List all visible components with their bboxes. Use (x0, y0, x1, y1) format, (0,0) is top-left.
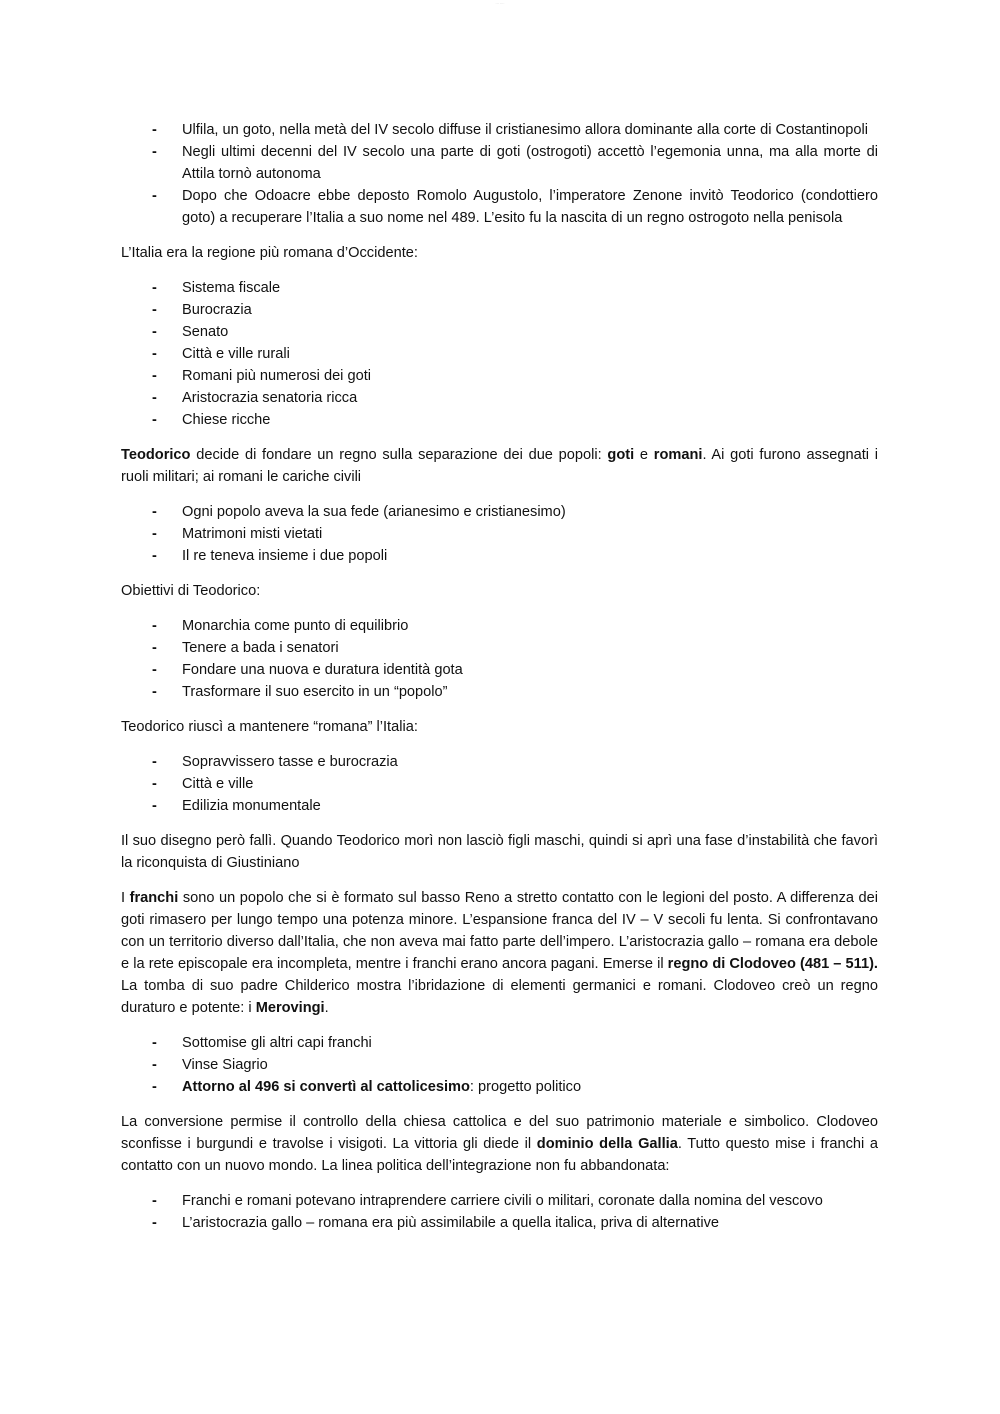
list-item: - Dopo che Odoacre ebbe deposto Romolo Augustolo, l’imperatore Zenone invitò Teodorico (condottiero goto) a recuperare l’Italia a suo nome nel 489. L’esito fu la nascita di un regno ostrogoto nella penisola (121, 185, 878, 229)
paragraph-teodorico-separazione: Teodorico decide di fondare un regno sulla separazione dei due popoli: goti e romani. Ai goti furono assegnati i ruoli militari; ai romani le cariche civili (121, 447, 879, 485)
bullet-list-italia (121, 277, 878, 431)
bullet-list-goti (121, 119, 878, 229)
bullet-dash: - (152, 1057, 157, 1073)
bullet-dash: - (152, 618, 157, 634)
bullet-dash: - (152, 526, 157, 542)
paragraph-italia: L’Italia era la regione più romana d’Occidente: (121, 245, 418, 261)
bullet-dash: - (152, 302, 157, 318)
list-item: - Monarchia come punto di equilibrio (121, 615, 878, 637)
document-body (121, 119, 878, 1247)
bullet-dash: - (152, 280, 157, 296)
bullet-list-sopravvivenze (121, 751, 878, 817)
list-item: - Romani più numerosi dei goti (121, 365, 878, 387)
bullet-dash: - (152, 504, 157, 520)
list-item: - Trasformare il suo esercito in un “popolo” (121, 681, 878, 703)
bullet-dash: - (152, 684, 157, 700)
bullet-dash: - (152, 662, 157, 678)
bullet-dash: - (152, 346, 157, 362)
bullet-dash: - (152, 1215, 157, 1231)
bullet-list-integrazione (121, 1190, 878, 1234)
list-item: - L’aristocrazia gallo – romana era più assimilabile a quella italica, priva di alternative (121, 1212, 878, 1234)
bullet-dash: - (152, 390, 157, 406)
list-item: - Edilizia monumentale (121, 795, 878, 817)
list-item: - Matrimoni misti vietati (121, 523, 878, 545)
bullet-dash: - (152, 122, 157, 138)
page-header-text: ... .... (495, 0, 505, 5)
bullet-dash: - (152, 1035, 157, 1051)
bullet-dash: - (152, 754, 157, 770)
paragraph-conversione: La conversione permise il controllo della chiesa cattolica e del suo patrimonio materiale e simbolico. Clodoveo sconfisse i burgundi e travolse i visigoti. La vittoria gli diede il dominio della Gallia. Tutto questo mise i franchi a contatto con un nuovo mondo. La linea politica dell’integrazione non fu abbandonata: (121, 1114, 879, 1174)
bullet-dash: - (152, 412, 157, 428)
list-item: - Ulfila, un goto, nella metà del IV secolo diffuse il cristianesimo allora dominante alla corte di Costantinopoli (121, 119, 878, 141)
list-item: - Ogni popolo aveva la sua fede (arianesimo e cristianesimo) (121, 501, 878, 523)
list-item: - Aristocrazia senatoria ricca (121, 387, 878, 409)
list-item: - Chiese ricche (121, 409, 878, 431)
list-item: - Sopravvissero tasse e burocrazia (121, 751, 878, 773)
list-item: - Attorno al 496 si convertì al cattolicesimo: progetto politico (121, 1076, 878, 1098)
list-item: - Franchi e romani potevano intraprendere carriere civili o militari, coronate dalla nomina del vescovo (121, 1190, 878, 1212)
list-item: - Senato (121, 321, 878, 343)
list-item: - Città e ville rurali (121, 343, 878, 365)
bullet-dash: - (152, 548, 157, 564)
bullet-dash: - (152, 368, 157, 384)
list-item: - Sottomise gli altri capi franchi (121, 1032, 878, 1054)
list-item: - Negli ultimi decenni del IV secolo una parte di goti (ostrogoti) accettò l’egemonia unna, ma alla morte di Attila tornò autonoma (121, 141, 878, 185)
bullet-dash: - (152, 798, 157, 814)
bullet-list-obiettivi (121, 615, 878, 703)
bullet-dash: - (152, 188, 157, 204)
list-item: - Tenere a bada i senatori (121, 637, 878, 659)
bullet-dash: - (152, 640, 157, 656)
bullet-dash: - (152, 324, 157, 340)
list-item: - Vinse Siagrio (121, 1054, 878, 1076)
bullet-dash: - (152, 144, 157, 160)
bullet-dash: - (152, 1079, 157, 1095)
paragraph-fallimento: Il suo disegno però fallì. Quando Teodorico morì non lasciò figli maschi, quindi si aprì una fase d’instabilità che favorì la riconquista di Giustiniano (121, 833, 878, 871)
list-item: - Sistema fiscale (121, 277, 878, 299)
bullet-dash: - (152, 776, 157, 792)
bullet-list-clodoveo (121, 1032, 878, 1098)
bullet-dash: - (152, 1193, 157, 1209)
paragraph-franchi: I franchi sono un popolo che si è formato sul basso Reno a stretto contatto con le legioni del posto. A differenza dei goti rimasero per lungo tempo una potenza minore. L’espansione franca del IV – V secoli fu lenta. Si confrontavano con un territorio diverso dall’Italia, che non aveva mai fatto parte dell’impero. L’aristocrazia gallo – romana era debole e la rete episcopale era incompleta, mentre i franchi erano ancora pagani. Emerse il regno di Clodoveo (481 – 511). La tomba di suo padre Childerico mostra l’ibridazione di elementi germanici e romani. Clodoveo creò un regno duraturo e potente: i Merovingi. (121, 890, 879, 1016)
bullet-list-separazione (121, 501, 878, 567)
list-item: - Città e ville (121, 773, 878, 795)
list-item: - Il re teneva insieme i due popoli (121, 545, 878, 567)
paragraph-obiettivi: Obiettivi di Teodorico: (121, 583, 261, 599)
paragraph-romana: Teodorico riuscì a mantenere “romana” l’Italia: (121, 719, 418, 735)
list-item: - Burocrazia (121, 299, 878, 321)
list-item: - Fondare una nuova e duratura identità gota (121, 659, 878, 681)
